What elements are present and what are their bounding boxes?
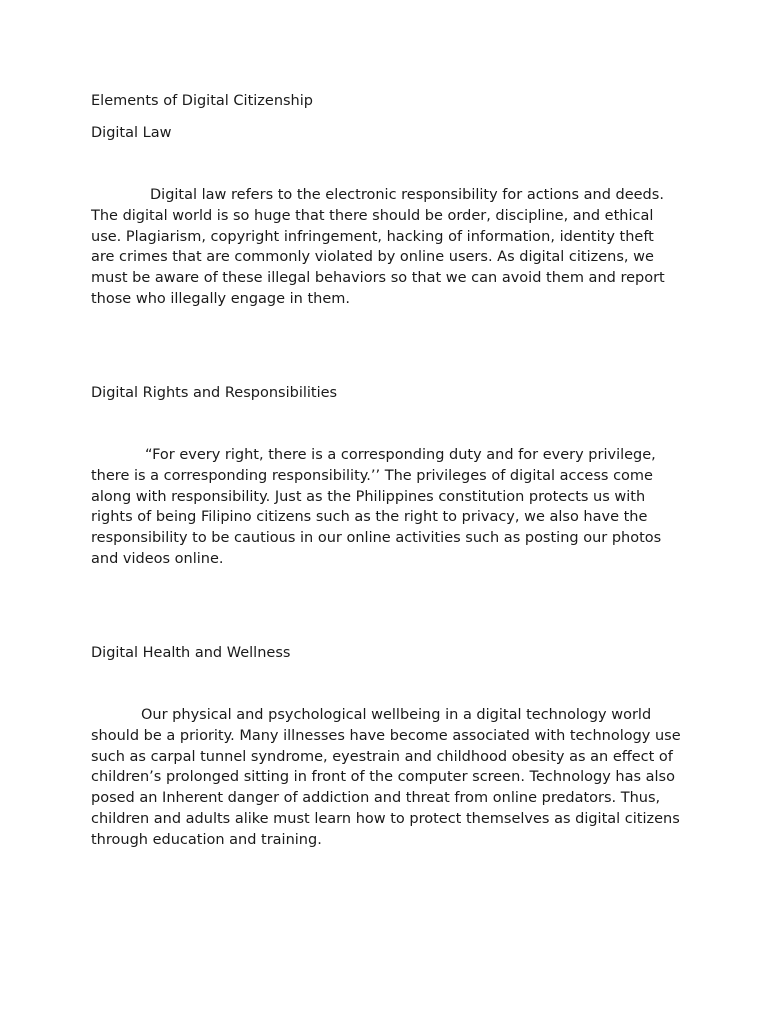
section-body-text: Digital law refers to the electronic responsibility for actions and deeds. The digital world is so huge that there should be order, discipline, and ethical use. Plagiarism, copyright infringement, hacking of information, identity theft are crimes that are commonly violated by online users. As digital citizens, we must be aware of these illegal behaviors so that we can avoid them and report those who illegally engage in them.	[91, 187, 665, 307]
section-body-digital-law	[91, 185, 681, 310]
section-heading-digital-health: Digital Health and Wellness	[91, 645, 291, 661]
section-body-digital-health	[91, 705, 681, 851]
document-title: Elements of Digital Citizenship	[91, 93, 313, 109]
section-heading-digital-rights: Digital Rights and Responsibilities	[91, 385, 338, 401]
section-heading-digital-law: Digital Law	[91, 125, 172, 141]
section-body-text: Our physical and psychological wellbeing in a digital technology world should be a priority. Many illnesses have become associated with technology use such as carpal tunnel syndrome, eyestrain and childhood obesity as an effect of children’s prolonged sitting in front of the computer screen. Technology has also posed an Inherent danger of addiction and threat from online predators. Thus, children and adults alike must learn how to protect themselves as digital citizens through education and training.	[91, 707, 681, 848]
section-body-text: “For every right, there is a corresponding duty and for every privilege, there is a corresponding responsibility.’’ The privileges of digital access come along with responsibility. Just as the Philippines constitution protects us with rights of being Filipino citizens such as the right to privacy, we also have the responsibility to be cautious in our online activities such as posting our photos and videos online.	[91, 447, 662, 567]
section-body-digital-rights	[91, 445, 681, 570]
